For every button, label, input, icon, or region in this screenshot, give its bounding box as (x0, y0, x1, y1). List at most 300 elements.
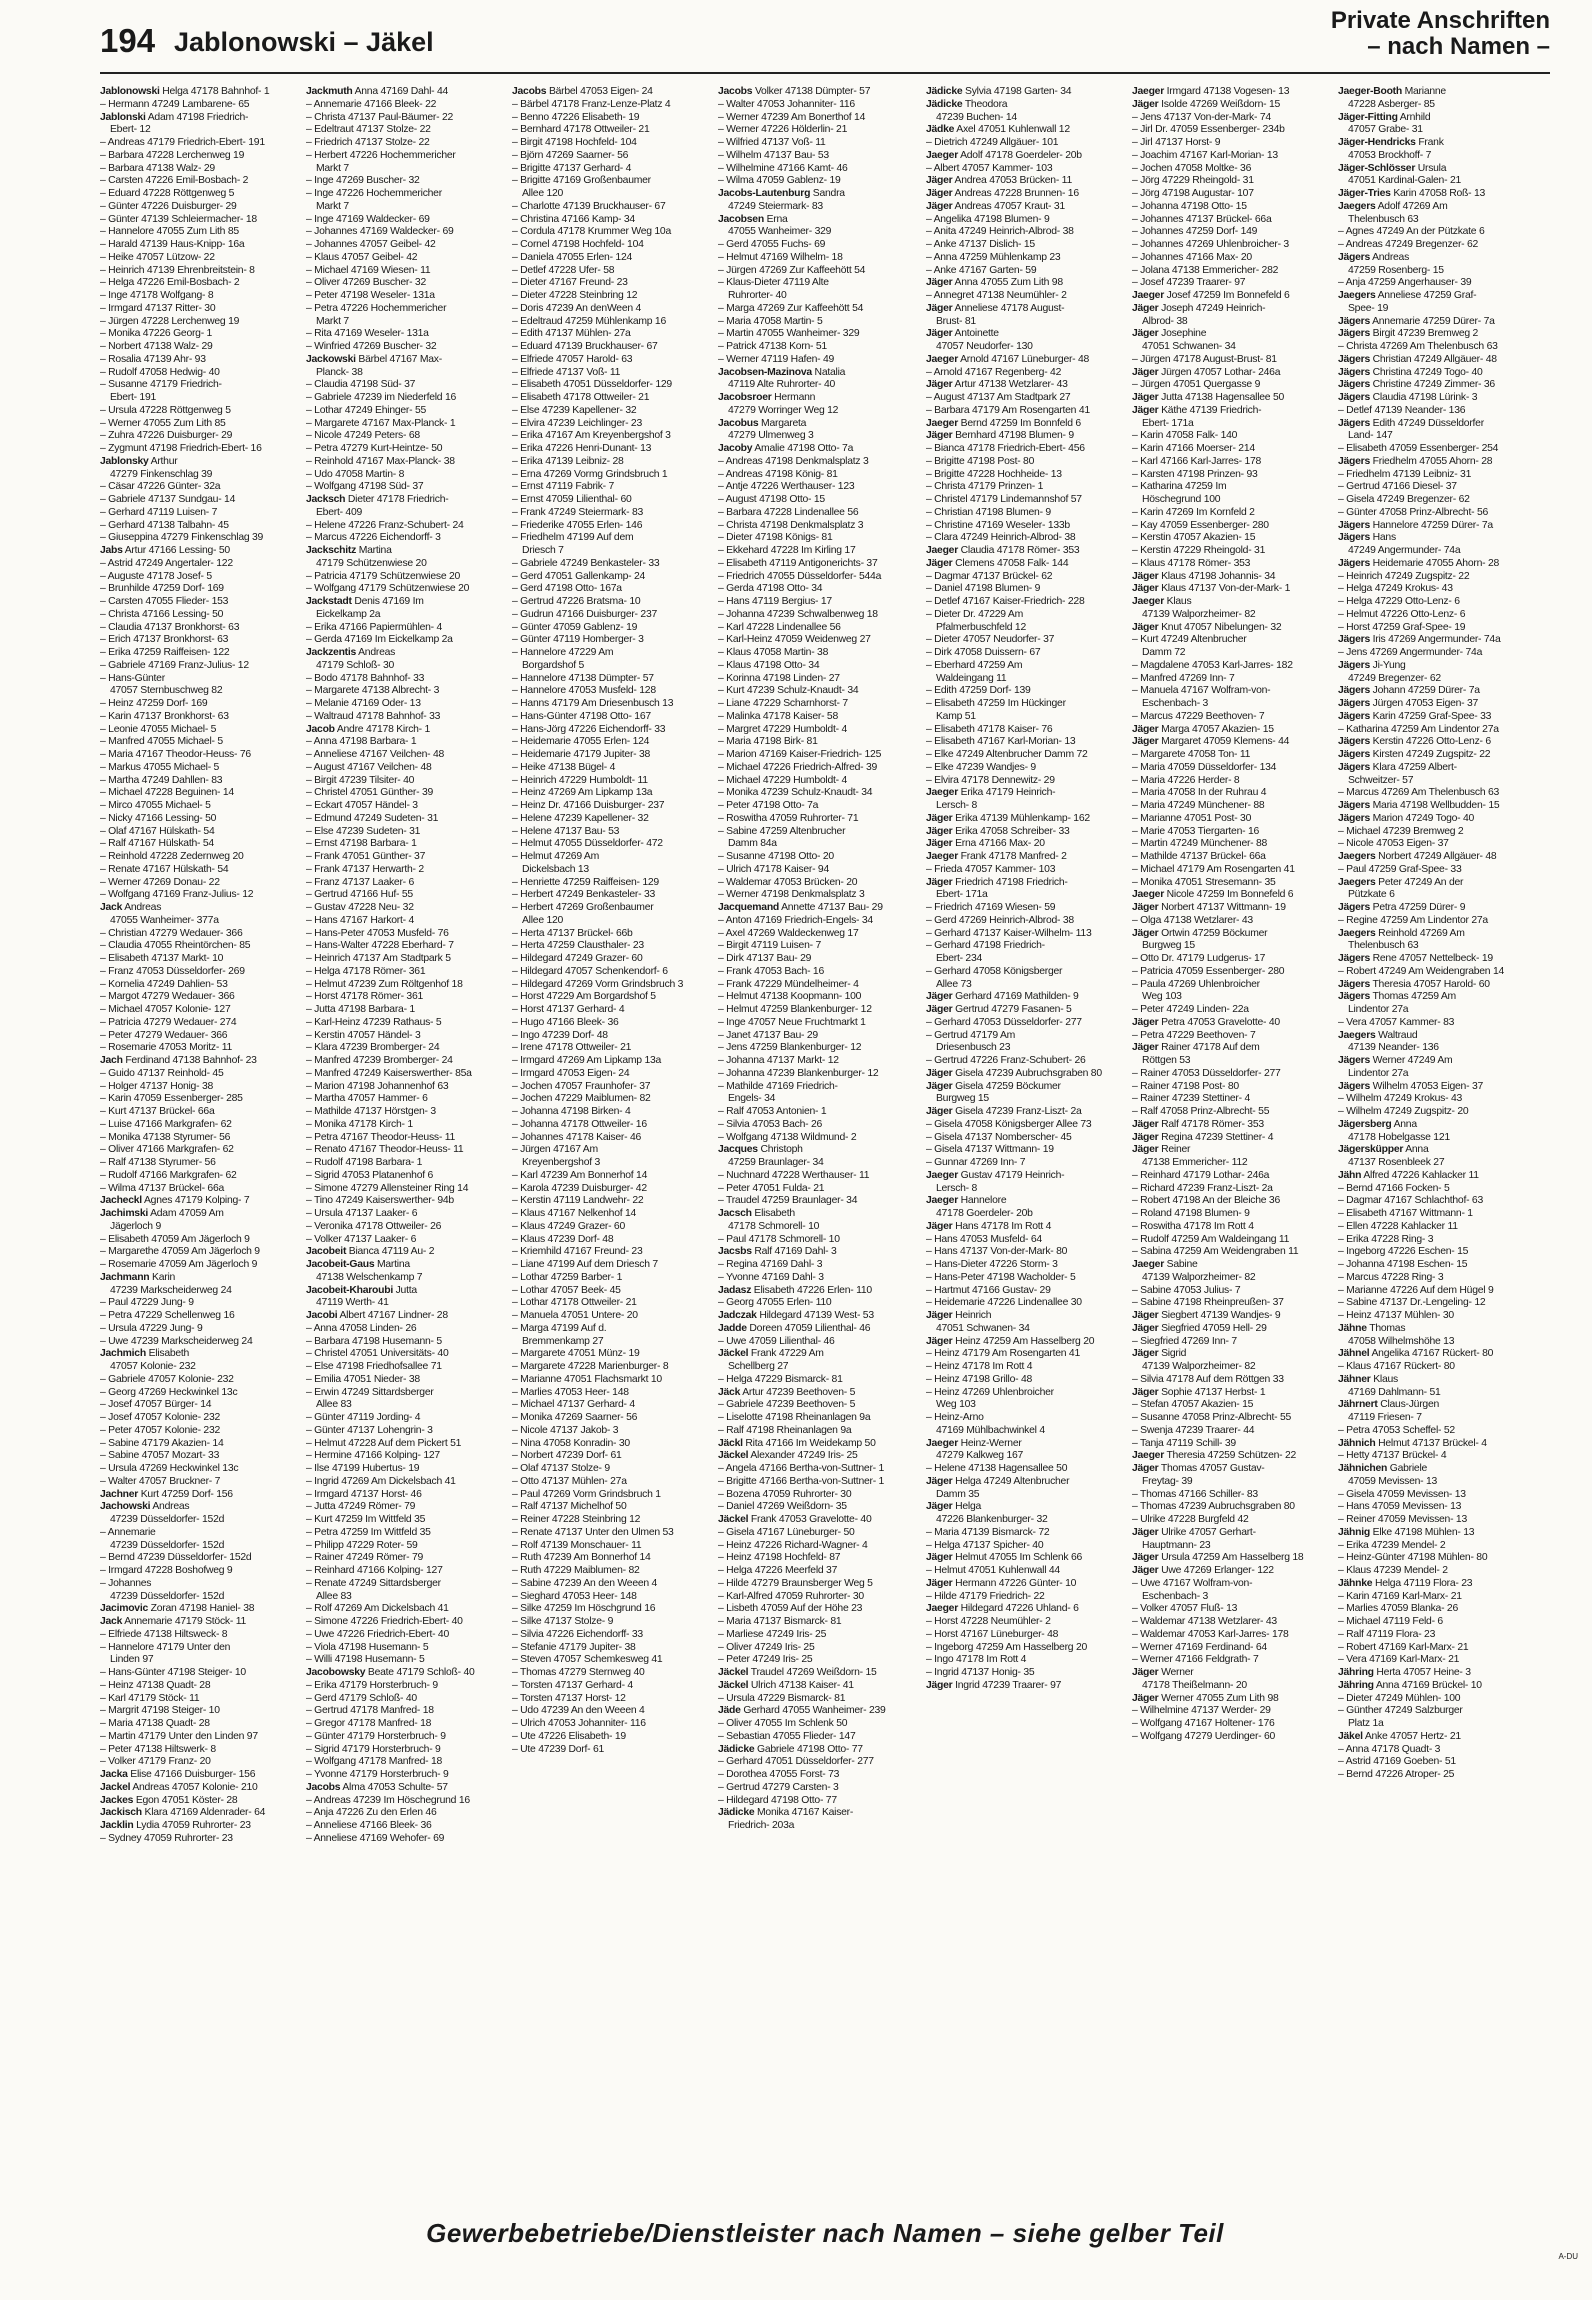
entry-details: – Heike 47057 Lützow- 22 (100, 251, 215, 263)
entry-details: – Horst 47167 Lüneburger- 48 (926, 1628, 1059, 1640)
entry-details: – Hans-Peter 47198 Wacholder- 5 (926, 1271, 1076, 1283)
directory-entry (1132, 520, 1330, 533)
entry-details: – Uwe 47167 Wolfram-von- (1132, 1577, 1253, 1589)
directory-entry (926, 494, 1124, 507)
directory-entry (306, 1081, 504, 1094)
directory-entry (718, 813, 916, 826)
entry-details: – Zuhra 47226 Duisburger- 29 (100, 430, 233, 442)
entry-surname: Jacob (306, 723, 335, 735)
entry-details: Erika 47058 Schreiber- 33 (952, 825, 1070, 837)
entry-details: Gerhard 47055 Wanheimer- 239 (740, 1705, 886, 1717)
directory-entry (306, 979, 504, 992)
entry-details: – Anke 47137 Dislich- 15 (926, 239, 1035, 250)
entry-details: – Silvia 47226 Eichendorff- 33 (512, 1628, 643, 1640)
directory-entry (926, 1017, 1124, 1030)
directory-entry (1338, 1705, 1536, 1718)
entry-details: – Gertrud 47226 Franz-Schubert- 26 (926, 1055, 1086, 1066)
directory-entry (1132, 481, 1330, 494)
entry-details: – Robert 47198 An der Bleiche 36 (1132, 1195, 1280, 1207)
directory-entry (1338, 226, 1536, 239)
directory-entry (306, 1782, 504, 1795)
entry-details: – Helga 47229 Bismarck- 81 (718, 1373, 843, 1385)
directory-entry (1132, 1552, 1330, 1565)
entry-details: – Elvira 47178 Dennewitz- 29 (926, 774, 1055, 786)
directory-entry (1338, 1157, 1536, 1170)
directory-entry (100, 558, 298, 571)
directory-entry (1338, 1438, 1536, 1451)
entry-details: – Yvonne 47169 Dahl- 3 (718, 1271, 824, 1283)
entry-details: – Hans-Günter 47198 Otto- 167 (512, 710, 651, 722)
entry-details: – Monika 47178 Kirch- 1 (306, 1118, 413, 1130)
directory-entry (512, 787, 710, 800)
directory-entry (1338, 1017, 1536, 1030)
directory-entry (1338, 838, 1536, 851)
entry-surname: Jägers (1338, 698, 1371, 709)
entry-details: – Elisabeth 47259 Im Hückinger (926, 698, 1066, 709)
entry-details: – Heinz 47269 Uhlenbroicher (926, 1386, 1054, 1398)
directory-entry (1132, 545, 1330, 558)
directory-entry (718, 979, 916, 992)
section-title-line2: – nach Namen – (1367, 33, 1550, 60)
directory-entry (926, 673, 1124, 686)
directory-entry (512, 1042, 710, 1055)
directory-entry (512, 1425, 710, 1438)
entry-details: – Erich 47137 Bronkhorst- 63 (100, 634, 229, 646)
directory-entry (1338, 1195, 1536, 1208)
directory-entry (1338, 1042, 1536, 1055)
entry-details: – Philipp 47229 Roter- 59 (306, 1539, 418, 1551)
entry-details: – Roswitha 47178 Im Rott 4 (1132, 1220, 1254, 1232)
directory-entry (306, 571, 504, 584)
entry-details: 47138 Emmericher- 112 (1142, 1157, 1248, 1168)
directory-entry (1132, 966, 1330, 979)
directory-entry (1338, 864, 1536, 877)
entry-details: – Hanns 47179 Am Driesenbusch 13 (512, 698, 674, 709)
directory-entry (306, 1718, 504, 1731)
directory-entry (100, 265, 298, 278)
directory-entry (926, 1552, 1124, 1565)
directory-entry (100, 583, 298, 596)
entry-details: – Petra 47279 Kurt-Heintze- 50 (306, 443, 443, 454)
entry-surname: Jäger (1132, 392, 1159, 403)
page-title: Jablonowski – Jäkel (174, 27, 434, 57)
directory-entry (100, 749, 298, 762)
directory-entry (1132, 1667, 1330, 1680)
entry-details: – Dieter 47198 Königs- 81 (718, 532, 833, 544)
directory-entry (306, 813, 504, 826)
directory-entry (100, 341, 298, 354)
entry-details: – Horst 47229 Am Borgardshof 5 (512, 991, 656, 1003)
directory-entry (926, 520, 1124, 533)
entry-details: Heinz-Werner (958, 1437, 1022, 1449)
entry-details: – Gabriele 47137 Sundgau- 14 (100, 494, 236, 505)
directory-entry (1338, 1654, 1536, 1667)
directory-entry (306, 647, 504, 660)
directory-entry (1132, 736, 1330, 749)
entry-details: – Sebastian 47055 Flieder- 147 (718, 1730, 856, 1742)
entry-details: – Peter 47051 Fulda- 21 (718, 1182, 825, 1194)
entry-details: – Paula 47269 Uhlenbroicher (1132, 978, 1260, 990)
entry-details: – Gisela 47137 Nomberscher- 45 (926, 1131, 1072, 1143)
entry-surname: Jaeger (926, 353, 959, 365)
directory-entry (926, 953, 1124, 966)
directory-entry (306, 966, 504, 979)
directory-entry (718, 609, 916, 622)
directory-entry (306, 163, 504, 176)
directory-entry (926, 1476, 1124, 1489)
entry-details: Josef 47259 Im Bonnefeld 6 (1164, 290, 1290, 301)
directory-entry (512, 201, 710, 214)
directory-entry (1338, 316, 1536, 329)
directory-entry (718, 864, 916, 877)
entry-details: Gabriele 47198 Otto- 77 (754, 1743, 863, 1755)
entry-details: 47137 Rosenbleek 27 (1348, 1157, 1445, 1168)
entry-details: – Wolfgang 47138 Wildmund- 2 (718, 1131, 857, 1143)
directory-entry (306, 1234, 504, 1247)
directory-entry (718, 494, 916, 507)
entry-details: – Brigitte 47137 Gerhard- 4 (512, 162, 632, 174)
entry-details: – Petra 47226 Hochemmericher (306, 302, 447, 314)
entry-details: – Ingeborg 47259 Am Hasselberg 20 (926, 1641, 1088, 1653)
entry-details: – Herbert 47226 Hochemmericher (306, 149, 456, 161)
entry-details: – Patrick 47138 Korn- 51 (718, 341, 827, 352)
directory-entry (306, 558, 504, 571)
directory-entry (306, 1667, 504, 1680)
entry-surname: Jaegers (1338, 200, 1376, 212)
entry-details: Gisela 47259 Böckumer (952, 1080, 1061, 1092)
entry-details: Ursula 47259 Am Hasselberg 18 (1158, 1552, 1304, 1564)
entry-details: – Karsten 47198 Prinzen- 93 (1132, 468, 1258, 480)
directory-entry (1132, 1068, 1330, 1081)
directory-entry (512, 1348, 710, 1361)
header-rule (100, 72, 1550, 74)
entry-details: – Hans 47053 Musfeld- 64 (926, 1233, 1042, 1245)
directory-entry (926, 418, 1124, 431)
directory-entry (1338, 469, 1536, 482)
directory-entry (926, 596, 1124, 609)
directory-entry (512, 889, 710, 902)
directory-entry (718, 1629, 916, 1642)
entry-details: – Christine 47169 Weseler- 133b (926, 519, 1070, 531)
entry-details: 47279 Finkenschlag 39 (110, 468, 213, 480)
entry-details: – Erika 47259 Raiffeisen- 122 (100, 647, 230, 658)
entry-details: – Ralf 47167 Hülskath- 54 (100, 838, 214, 850)
directory-entry (926, 1565, 1124, 1578)
entry-details: Ruhrorter- 40 (728, 290, 787, 301)
directory-entry (718, 622, 916, 635)
entry-details: – Marianne 47051 Flachsmarkt 10 (512, 1373, 662, 1385)
entry-details: – Wilfried 47137 Voß- 11 (718, 137, 826, 148)
directory-entry (1338, 405, 1536, 418)
directory-entry (718, 966, 916, 979)
entry-details: – Marga 47199 Auf d. (512, 1322, 607, 1334)
entry-details: Hermann 47226 Günter- 10 (952, 1577, 1077, 1589)
entry-details: – Traudel 47259 Braunlager- 34 (718, 1195, 858, 1207)
entry-details: Irmgard 47138 Vogesen- 13 (1164, 86, 1290, 97)
entry-details: – Hildegard 47269 Vorm Grindsbruch 3 (512, 978, 684, 990)
entry-details: – Gabriele 47057 Kolonie- 232 (100, 1373, 234, 1385)
entry-details: – Marion 47169 Kaiser-Friedrich- 125 (718, 749, 882, 760)
directory-entry (1132, 443, 1330, 456)
entry-surname: Jäger (926, 379, 953, 391)
entry-details: – Hans-Günter 47198 Steiger- 10 (100, 1667, 246, 1678)
entry-details: – Jens 47259 Blankenburger- 12 (718, 1042, 862, 1054)
entry-surname: Jäger (1132, 1552, 1159, 1564)
directory-entry (1338, 1399, 1536, 1412)
entry-details: – Renate 47137 Unter den Ulmen 53 (512, 1526, 674, 1538)
entry-details: Thelenbusch 63 (1348, 213, 1419, 225)
directory-entry (1338, 685, 1536, 698)
directory-entry (100, 596, 298, 609)
entry-surname: Jäger (926, 1080, 953, 1092)
entry-details: – Zygmunt 47198 Friedrich-Ebert- 16 (100, 443, 262, 454)
directory-entry (100, 673, 298, 686)
entry-details: – Anke 47167 Garten- 59 (926, 264, 1037, 276)
directory-entry (1132, 418, 1330, 431)
directory-entry (926, 481, 1124, 494)
entry-details: – Angelika 47198 Blumen- 9 (926, 213, 1050, 225)
entry-details: 47259 Braunlager- 34 (728, 1157, 824, 1168)
directory-entry (718, 826, 916, 839)
directory-entry (512, 1438, 710, 1451)
directory-entry (512, 1374, 710, 1387)
directory-entry (718, 928, 916, 941)
entry-details: – Wilma 47059 Gablenz- 19 (718, 175, 841, 187)
entry-surname: Jäckel (718, 1667, 749, 1678)
directory-entry (100, 1017, 298, 1030)
entry-details: – Swenja 47239 Traarer- 44 (1132, 1424, 1255, 1436)
directory-entry (100, 889, 298, 902)
entry-surname: Jacklin (100, 1820, 134, 1831)
directory-entry (1338, 290, 1536, 303)
entry-details: Hermann (771, 392, 816, 403)
directory-entry (718, 1183, 916, 1196)
directory-entry (512, 418, 710, 431)
entry-surname: Jaeger (926, 851, 959, 862)
directory-entry (1132, 392, 1330, 405)
entry-details: Allee 83 (316, 1590, 352, 1602)
entry-details: Ferdinand 47138 Bahnhof- 23 (122, 1055, 257, 1066)
directory-entry (100, 800, 298, 813)
entry-details: – Michael 47137 Gerhard- 4 (512, 1399, 635, 1411)
directory-entry (100, 1132, 298, 1145)
entry-details: Thelenbusch 63 (1348, 940, 1419, 952)
entry-details: – Gerhard 47053 Düsseldorfer- 277 (926, 1016, 1082, 1028)
entry-details: Platz 1a (1348, 1718, 1384, 1729)
entry-details: Friedhelm 47055 Ahorn- 28 (1370, 455, 1493, 467)
entry-details: – Karl 47179 Stöck- 11 (100, 1692, 200, 1704)
directory-entry (512, 928, 710, 941)
directory-entry (100, 392, 298, 405)
directory-entry (100, 1323, 298, 1336)
directory-entry (100, 354, 298, 367)
entry-details: – Hannelore 47229 Am (512, 647, 614, 658)
directory-entry (926, 609, 1124, 622)
entry-details: – Helmut 47226 Otto-Lenz- 6 (1338, 608, 1466, 620)
directory-entry (926, 1004, 1124, 1017)
entry-details: – Karin 47059 Essenberger- 285 (100, 1093, 243, 1105)
directory-entry (1338, 673, 1536, 686)
entry-details: Engels- 34 (728, 1093, 776, 1105)
entry-details: – Margarete 47138 Albrecht- 3 (306, 685, 440, 697)
entry-details: – Petra 47229 Beethoven- 7 (1132, 1029, 1256, 1041)
entry-details: – Christa 47137 Paul-Bäumer- 22 (306, 111, 454, 123)
entry-details: – Hans 47119 Bergius- 17 (718, 596, 832, 607)
directory-entry (306, 239, 504, 252)
entry-surname: Jacka (100, 1769, 128, 1780)
entry-details: – Jürgen 47051 Quergasse 9 (1132, 379, 1261, 391)
directory-entry (512, 1234, 710, 1247)
entry-details: – Johanna 47198 Birken- 4 (512, 1106, 631, 1117)
entry-surname: Jähnich (1338, 1437, 1376, 1449)
entry-details: – Maria 47198 Birk- 81 (718, 736, 818, 748)
directory-entry (718, 1323, 916, 1336)
directory-entry (100, 979, 298, 992)
entry-details: Ji-Yung (1370, 659, 1406, 671)
directory-entry (1338, 1361, 1536, 1374)
directory-entry (1338, 112, 1536, 125)
entry-details: – Elisabeth 47178 Kaiser- 76 (926, 723, 1053, 735)
entry-details: – Brigitte 47169 Großenbaumer (512, 175, 651, 187)
entry-details: – Claudia 47198 Süd- 37 (306, 379, 416, 391)
directory-entry (306, 583, 504, 596)
directory-entry (1132, 1170, 1330, 1183)
directory-entry (306, 1157, 504, 1170)
entry-details: – Sigrid 47053 Platanenhof 6 (306, 1169, 434, 1181)
directory-entry (718, 1093, 916, 1106)
directory-entry (1132, 1463, 1330, 1476)
entry-surname: Jaeger (926, 1603, 959, 1615)
entry-details: Elisabeth (145, 1348, 190, 1360)
entry-details: Andreas 47057 Kolonie- 210 (130, 1781, 258, 1793)
directory-entry (306, 303, 504, 316)
entry-details: – Klaus 47167 Rückert- 80 (1338, 1361, 1455, 1372)
entry-details: – Elvira 47239 Leichlinger- 23 (512, 417, 642, 429)
entry-details: – Silke 47137 Stolze- 9 (512, 1616, 614, 1627)
entry-details: – Georg 47055 Erlen- 110 (718, 1297, 832, 1309)
entry-surname: Jägers (1338, 1055, 1371, 1066)
entry-details: – Wilhelm 47249 Zugspitz- 20 (1338, 1106, 1469, 1117)
entry-details: Artur 47166 Lessing- 50 (122, 545, 230, 556)
directory-entry (100, 1578, 298, 1591)
directory-entry (100, 1361, 298, 1374)
directory-entry (100, 507, 298, 520)
entry-details: – Reiner 47228 Steinbring 12 (512, 1514, 641, 1525)
directory-entry (1338, 1030, 1536, 1043)
directory-entry (718, 316, 916, 329)
directory-entry (100, 494, 298, 507)
footer-code: A-DU (1558, 2252, 1578, 2261)
entry-details: – Paul 47269 Vorm Grindsbruch 1 (512, 1488, 661, 1500)
directory-entry (718, 392, 916, 405)
entry-surname: Jägers (1338, 659, 1371, 671)
entry-details: 47053 Brockhoff- 7 (1348, 149, 1432, 161)
directory-entry (1132, 1272, 1330, 1285)
directory-entry (1132, 1246, 1330, 1259)
entry-details: – Gunnar 47269 Inn- 7 (926, 1157, 1026, 1168)
entry-details: Amalie 47198 Otto- 7a (752, 443, 854, 454)
directory-entry (1338, 328, 1536, 341)
directory-entry (1132, 137, 1330, 150)
directory-entry (1338, 596, 1536, 609)
entry-details: Hauptmann- 23 (1142, 1539, 1211, 1551)
entry-details: – Elisabeth 47167 Karl-Morian- 13 (926, 736, 1076, 748)
directory-entry (306, 1412, 504, 1425)
entry-details: – Nicole 47137 Jakob- 3 (512, 1424, 619, 1436)
directory-entry (512, 175, 710, 188)
entry-details: – August 47167 Veilchen- 48 (306, 761, 432, 773)
entry-details: – Hans-Peter 47053 Musfeld- 76 (306, 927, 449, 939)
entry-details: – Renate 47249 Sittardsberger (306, 1577, 441, 1589)
entry-details: – Kriemhild 47167 Freund- 23 (512, 1246, 643, 1258)
directory-entry (512, 1540, 710, 1553)
directory-entry (100, 1348, 298, 1361)
entry-details: – Gisela 47059 Mevissen- 13 (1338, 1488, 1466, 1500)
directory-entry (512, 456, 710, 469)
directory-entry (926, 1030, 1124, 1043)
entry-details: – Petra 47053 Scheffel- 52 (1338, 1424, 1455, 1436)
directory-entry (718, 1030, 916, 1043)
directory-entry (512, 915, 710, 928)
entry-details: – Elisabeth 47059 Am Jägerloch 9 (100, 1233, 250, 1245)
entry-details: – Silvia 47053 Bach- 26 (718, 1118, 823, 1130)
directory-entry (718, 1744, 916, 1757)
directory-entry (1338, 1425, 1536, 1438)
directory-entry (512, 99, 710, 112)
directory-entry (1132, 1425, 1330, 1438)
entry-surname: Jäger (926, 200, 953, 212)
entry-surname: Jäger (926, 991, 953, 1003)
entry-details: – Monika 47269 Saarner- 56 (512, 1412, 638, 1423)
directory-entry (512, 290, 710, 303)
entry-details: Frank 47053 Gravelotte- 40 (748, 1514, 872, 1525)
directory-column-7 (1338, 86, 1536, 2202)
entry-details: – Karl-Alfred 47059 Ruhrorter- 30 (718, 1590, 864, 1602)
directory-entry (718, 915, 916, 928)
directory-entry (100, 1654, 298, 1667)
entry-details: – Angela 47166 Bertha-von-Suttner- 1 (718, 1463, 885, 1474)
directory-entry (1132, 214, 1330, 227)
entry-details: – Simone 47279 Allensteiner Ring 14 (306, 1182, 469, 1194)
entry-details: – Marcus 47269 Am Thelenbusch 63 (1338, 787, 1500, 799)
entry-surname: Jägers (1338, 761, 1371, 773)
directory-entry (512, 1246, 710, 1259)
entry-details: Alexander 47249 Iris- 25 (748, 1450, 858, 1462)
entry-surname: Jackstadt (306, 596, 352, 607)
directory-entry (512, 1017, 710, 1030)
directory-entry (100, 775, 298, 788)
directory-entry (512, 1680, 710, 1693)
entry-details: – Katharina 47259 Im (1132, 481, 1227, 493)
entry-surname: Jacobs-Lautenburg (718, 188, 811, 199)
directory-entry (100, 1667, 298, 1680)
entry-details: – Günter 47137 Lohengrin- 3 (306, 1424, 433, 1436)
entry-details: – Bernd 47226 Atroper- 25 (1338, 1769, 1455, 1780)
entry-surname: Jädicke (926, 86, 963, 97)
entry-details: – Antje 47226 Werthauser- 123 (718, 481, 855, 493)
entry-details: – Liselotte 47198 Rheinanlagen 9a (718, 1412, 871, 1423)
directory-entry (100, 1744, 298, 1757)
entry-details: Monika 47167 Kaiser- (754, 1807, 854, 1819)
entry-details: – Uwe 47226 Friedrich-Ebert- 40 (306, 1628, 449, 1640)
entry-details: – Cornel 47198 Hochfeld- 104 (512, 239, 644, 250)
entry-details: 47249 Angermunder- 74a (1348, 545, 1461, 556)
entry-details: Werner 47055 Zum Lith 98 (1158, 1692, 1279, 1704)
entry-details: – Kurt 47239 Schulz-Knaudt- 34 (718, 685, 859, 697)
entry-details: – Dieter 47057 Neudorfer- 37 (926, 634, 1055, 646)
entry-details: Hans (1370, 532, 1396, 544)
directory-entry (718, 1642, 916, 1655)
